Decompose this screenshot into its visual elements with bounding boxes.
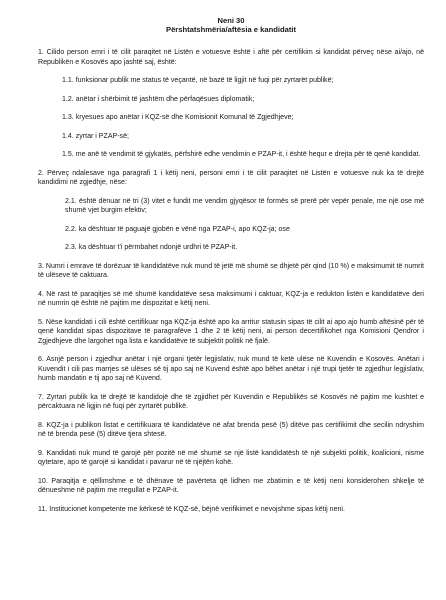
paragraph-6: 6. Asnjë person i zgjedhur anëtar i një organi tjetër legjislativ, nuk mund të ketë ulëse në Kuvendin e Kosovës. Anëtari i Kuvendit i cili pas marrjes së ulëses së tij apo saj në Kuvend është apo bëhet anëtar i një trupi tjetër të zgjedhur legjislativ, humb mandatin e tij apo saj në Kuvend. [38, 356, 424, 382]
paragraph-1-1: 1.1. funksionar publik me status të veçantë, në bazë të ligjit në fuqi për zyrtarët publikë; [62, 77, 334, 84]
paragraph-2-2: 2.2. ka dështuar të paguajë gjobën e vënë nga PZAP-i, apo KQZ-ja; ose [65, 225, 290, 233]
paragraph-7: 7. Zyrtari publik ka të drejtë të kandidojë dhe të zgjidhet për Kuvendin e Republikës së Kosovës në pajtim me kushtet e përcaktuara në ligjin në fuqi për zyrtarët publikë. [38, 393, 424, 410]
paragraph-2-1: 2.1. është dënuar në tri (3) vitet e fundit me vendim gjyqësor të formës së prerë për vepër penale, me një ose më shumë vjet burgim efektiv; [65, 197, 424, 214]
article-title: Përshtatshmëria/aftësia e kandidatit [166, 25, 296, 34]
article-number: Neni 30 [217, 16, 245, 25]
paragraph-1-3: 1.3. kryesues apo anëtar i KQZ-së dhe Komisionit Komunal të Zgjedhjeve; [62, 114, 294, 121]
paragraph-1: 1. Cilido person emri i të cilit paraqitet në Listën e votuesve është i aftë për certifikim si kandidat përveç nëse ai/ajo, në Republikën e Kosovës apo jashtë saj, është: [38, 49, 424, 66]
paragraph-2-3: 2.3. ka dështuar t'i përmbahet ndonjë urdhri të PZAP-it. [65, 244, 238, 251]
paragraph-10: 10. Paraqitja e qëllimshme e të dhënave të pavërteta që lidhen me zbatimin e të këtij neni konsiderohen shkelje të dënueshme në pajtim me rregullat e PZAP-it. [38, 477, 424, 494]
paragraph-5: 5. Nëse kandidati i cili është certifikuar nga KQZ-ja është apo ka arritur statusin sipas të cilit ai apo ajo humb aftësinë për të qenë kandidat sipas dispozitave të paragrafëve 1 dhe 2 të këtij neni, ai person decertifikohet nga Komisioni Qendror i Zgjedhjeve dhe largohet nga lista e kandidatëve të subjektit politik në fjalë. [38, 318, 424, 345]
paragraph-1-2: 1.2. anëtar i shërbimit të jashtëm dhe përfaqësues diplomatik; [62, 95, 255, 103]
paragraph-8: 8. KQZ-ja i publikon listat e certifikuara të kandidatëve në afat brenda pesë (5) ditëve pas certifikimit dhe secilin ndryshim në të brenda pesë (5) ditëve tjera shtesë. [38, 421, 424, 438]
paragraph-9: 9. Kandidati nuk mund të garojë për pozitë në më shumë se një listë kandidatësh të një subjekti politik, koalicioni, nisme qytetare, apo të garojë si kandidat i pavarur në të njëjtën kohë. [38, 449, 424, 466]
paragraph-2: 2. Përveç ndalesave nga paragrafi 1 i këtij neni, personi emri i të cilit paraqitet në Listën e votuesve nuk ka të drejtë kandidimi në zgjedhje, nëse: [38, 169, 424, 186]
paragraph-3: 3. Numri i emrave të dorëzuar të kandidatëve nuk mund të jetë më shumë se dhjetë për qind (10 %) e maksimumit të numrit të ulëseve të caktuara. [38, 262, 424, 279]
paragraph-11: 11. Institucionet kompetente me kërkesë të KQZ-së, bëjnë verifikimet e nevojshme sipas këtij neni. [38, 505, 345, 513]
paragraph-1-5: 1.5. me anë të vendimit të gjykatës, përfshirë edhe vendimin e PZAP-it, i është hequr e drejta për të qenë kandidat. [62, 151, 421, 158]
paragraph-4: 4. Në rast të paraqitjes së më shumë kandidatëve sesa maksimumi i caktuar, KQZ-ja e redukton listën e kandidatëve deri në numrin që është në pajtim me dispozitat e këtij neni. [38, 290, 424, 307]
paragraph-1-4: 1.4. zyrtar i PZAP-së; [62, 132, 129, 140]
